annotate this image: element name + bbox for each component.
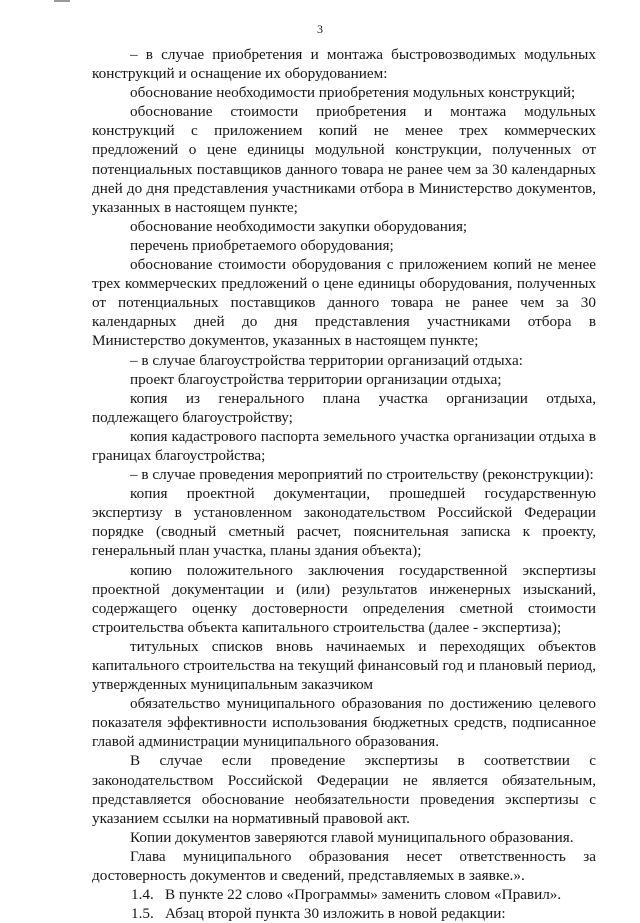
paragraph: копия проектной документации, прошедшей государственную экспертизу в установленном законодательством Российской Федерации порядке (сводный сметный расчет, пояснительная записка к проекту, генеральный план участка, планы здания объекта);: [92, 485, 596, 560]
numbered-item: [131, 885, 596, 904]
paragraph: – в случае проведения мероприятий по строительству (реконструкции):: [130, 466, 594, 484]
numbered-item: [131, 904, 596, 923]
paragraph: – в случае приобретения и монтажа быстровозводимых модульных конструкций и оснащение их оборудованием:: [92, 46, 596, 83]
document-body: [92, 45, 596, 923]
scan-artifact: [54, 0, 70, 2]
paragraph: Глава муниципального образования несет ответственность за достоверность документов и сведений, представляемых в заявке.».: [92, 847, 596, 885]
paragraph: копия кадастрового паспорта земельного участка организации отдыха в границах благоустройства;: [92, 427, 596, 464]
paragraph: копия из генерального плана участка организации отдыха, подлежащего благоустройству;: [92, 389, 596, 426]
paragraph: обоснование стоимости приобретения и монтажа модульных конструкций с приложением копий не менее трех коммерческих предложений о цене единицы модульной конструкции, полученных от потенциальных поставщиков данного товара не ранее чем за 30 календарных дней до дня представления участниками отбора в Министерство документов, указанных в настоящем пункте;: [92, 103, 596, 216]
paragraph: обязательство муниципального образования по достижению целевого показателя эффективности использования бюджетных средств, подписанное главой администрации муниципального образования.: [92, 695, 596, 751]
item-text: В пункте 22 слово «Программы» заменить словом «Правил».: [165, 886, 562, 904]
item-number: 1.4.: [131, 886, 154, 904]
item-number: 1.5.: [131, 905, 154, 923]
paragraph: проект благоустройства территории организации отдыха;: [130, 370, 502, 388]
paragraph: перечень приобретаемого оборудования;: [130, 236, 394, 254]
paragraph: Копии документов заверяются главой муниципального образования.: [130, 828, 574, 846]
paragraph: копию положительного заключения государственной экспертизы проектной документации и (или) результатов инженерных изысканий, содержащего оценку достоверности определения сметной стоимости строительства объекта капитального строительства (далее - экспертиза);: [92, 561, 596, 636]
paragraph: обоснование стоимости оборудования с приложением копий не менее трех коммерческих предложений о цене единицы оборудования, полученных от потенциальных поставщиков данного товара не ранее чем за 30 календарных дней до дня представления участниками отбора в Министерство документов, указанных в настоящем пункте;: [92, 256, 596, 350]
paragraph: В случае если проведение экспертизы в соответствии с законодательством Российской Федерации не является обязательным, представляется обоснование необязательности проведения экспертизы с указанием ссылки на нормативный правовой акт.: [92, 752, 596, 827]
paragraph: обоснование необходимости приобретения модульных конструкций;: [130, 84, 576, 102]
paragraph: – в случае благоустройства территории организаций отдыха:: [130, 351, 523, 369]
paragraph: титульных списков вновь начинаемых и переходящих объектов капитального строительства на текущий финансовый год и плановый период, утвержденных муниципальным заказчиком: [92, 637, 596, 694]
item-text: Абзац второй пункта 30 изложить в новой редакции:: [165, 905, 506, 923]
page-number: 3: [317, 22, 323, 36]
paragraph: обоснование необходимости закупки оборудования;: [130, 217, 468, 235]
